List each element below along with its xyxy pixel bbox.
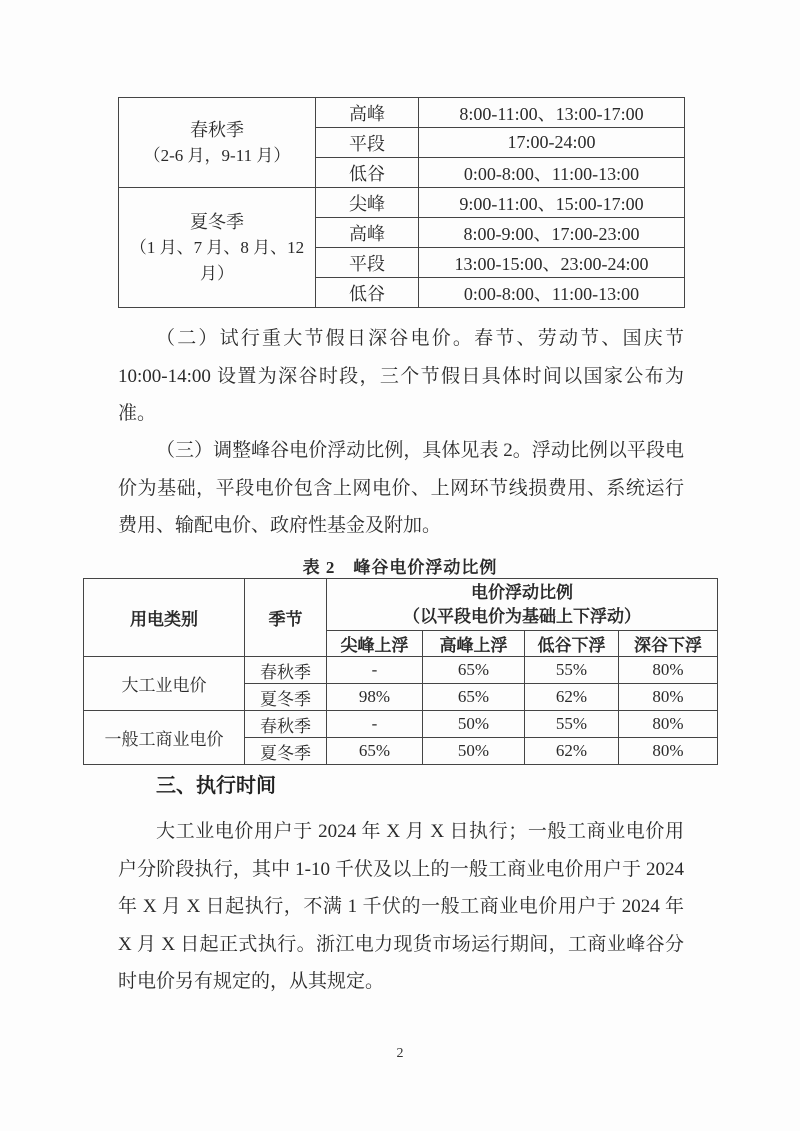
subheader-deep-valley-down: 深谷下浮 <box>619 631 718 657</box>
header-category: 用电类别 <box>84 579 245 657</box>
header-float-ratio-line2: （以平段电价为基础上下浮动） <box>403 606 641 626</box>
header-season: 季节 <box>245 579 327 657</box>
paragraph-item2: （二）试行重大节假日深谷电价。春节、劳动节、国庆节 10:00-14:00 设置为深谷时段，三个节假日具体时间以国家公布为准。 <box>118 328 684 424</box>
category-cell-general-commercial: 一般工商业电价 <box>84 711 245 765</box>
season-cell: 夏冬季 <box>245 684 327 711</box>
value-cell: 62% <box>525 684 619 711</box>
period-cell: 平段 <box>316 248 419 278</box>
time-cell: 0:00-8:00、11:00-13:00 <box>419 158 685 188</box>
time-cell: 0:00-8:00、11:00-13:00 <box>419 278 685 308</box>
time-cell: 9:00-11:00、15:00-17:00 <box>419 188 685 218</box>
value-cell: 80% <box>619 738 718 765</box>
subheader-valley-down: 低谷下浮 <box>525 631 619 657</box>
table2-title: 表 2 峰谷电价浮动比例 <box>302 558 498 577</box>
value-cell: 65% <box>327 738 423 765</box>
table-row <box>119 188 685 218</box>
time-cell: 13:00-15:00、23:00-24:00 <box>419 248 685 278</box>
value-cell: 55% <box>525 657 619 684</box>
header-float-ratio-line1: 电价浮动比例 <box>471 582 573 602</box>
header-float-ratio <box>327 579 718 631</box>
section-body: 大工业电价用户于 2024 年 X 月 X 日执行；一般工商业电价用户分阶段执行，其中 1-10 千伏及以上的一般工商业电价用户于 2024 年 X 月 X 日起执行，不满 1 千伏的一般工商业电价用户于 2024 年 X 月 X 日起正式执行。浙江电力现货市场运行期间，工商业峰谷分时电价另有规定的，从其规定。 <box>118 821 684 992</box>
time-cell: 8:00-11:00、13:00-17:00 <box>419 98 685 128</box>
value-cell: 50% <box>423 738 525 765</box>
value-cell: 80% <box>619 711 718 738</box>
season-cell: 春秋季 <box>245 711 327 738</box>
value-cell: 80% <box>619 684 718 711</box>
period-cell: 低谷 <box>316 158 419 188</box>
value-cell: 50% <box>423 711 525 738</box>
subheader-peak-up: 高峰上浮 <box>423 631 525 657</box>
value-cell: 98% <box>327 684 423 711</box>
value-cell: 65% <box>423 657 525 684</box>
section-heading: 三、执行时间 <box>156 775 276 797</box>
season-name: 春秋季 <box>190 119 244 140</box>
season-cell: 夏冬季 <box>245 738 327 765</box>
period-cell: 低谷 <box>316 278 419 308</box>
time-cell: 8:00-9:00、17:00-23:00 <box>419 218 685 248</box>
value-cell: - <box>327 711 423 738</box>
season-cell: 春秋季 <box>245 657 327 684</box>
value-cell: 65% <box>423 684 525 711</box>
period-cell: 尖峰 <box>316 188 419 218</box>
paragraph-item3: （三）调整峰谷电价浮动比例，具体见表 2。浮动比例以平段电价为基础，平段电价包含上网电价、上网环节线损费用、系统运行费用、输配电价、政府性基金及附加。 <box>118 440 684 536</box>
float-ratio-table <box>83 578 718 765</box>
table-row <box>84 711 718 738</box>
period-cell: 高峰 <box>316 98 419 128</box>
page-number: 2 <box>396 1046 404 1061</box>
value-cell: 55% <box>525 711 619 738</box>
category-cell-large-industry: 大工业电价 <box>84 657 245 711</box>
season-months: （1 月、7 月、8 月、12 月） <box>129 237 305 283</box>
value-cell: 80% <box>619 657 718 684</box>
period-cell: 高峰 <box>316 218 419 248</box>
value-cell: - <box>327 657 423 684</box>
season-cell-summer-winter <box>119 188 316 308</box>
table-row <box>119 98 685 128</box>
subheader-sharp-peak-up: 尖峰上浮 <box>327 631 423 657</box>
table-row <box>84 657 718 684</box>
period-cell: 平段 <box>316 128 419 158</box>
time-cell: 17:00-24:00 <box>419 128 685 158</box>
season-months: （2-6 月，9-11 月） <box>143 145 291 165</box>
season-cell-spring-autumn <box>119 98 316 188</box>
season-name: 夏冬季 <box>190 211 244 232</box>
time-periods-table <box>118 97 685 308</box>
value-cell: 62% <box>525 738 619 765</box>
table-header-row <box>84 579 718 631</box>
